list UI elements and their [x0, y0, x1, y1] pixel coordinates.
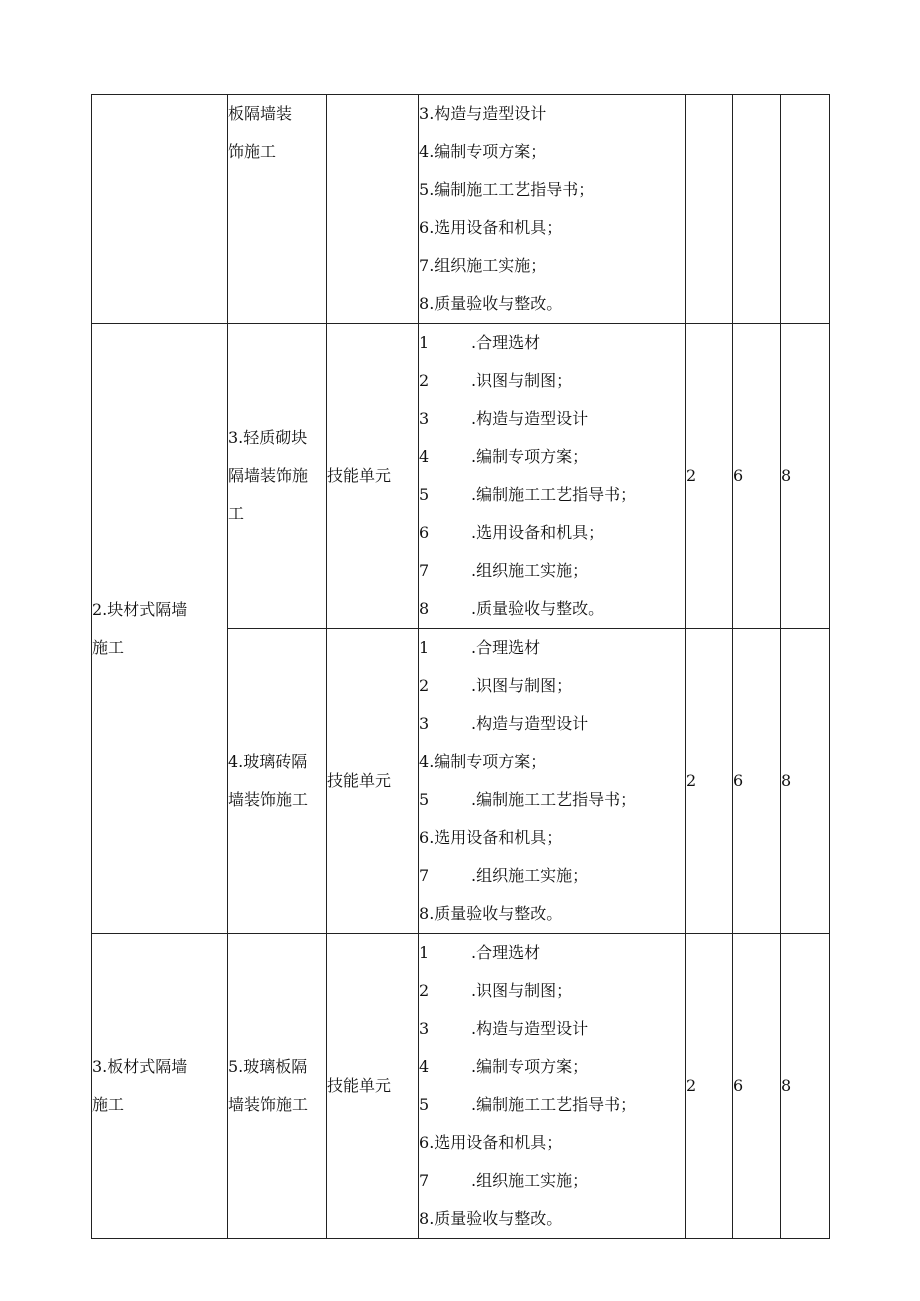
step-number: 1 [419, 638, 430, 657]
step-item [419, 1048, 685, 1086]
step-text: .构造与造型设计 [471, 1019, 589, 1038]
step-item [419, 514, 685, 552]
step-number: 6 [419, 828, 430, 847]
table-row [92, 95, 830, 324]
value-cell-5: 2 [686, 934, 733, 1239]
step-number: 5 [419, 180, 430, 199]
value-cell-6 [733, 95, 781, 324]
step-number: 8 [419, 294, 430, 313]
step-number: 6 [419, 523, 430, 542]
value-cell-7: 8 [781, 629, 830, 934]
steps-cell [419, 629, 686, 934]
item-cell [228, 934, 327, 1239]
steps-cell [419, 324, 686, 629]
group-label-line: 3.板材式隔墙 [92, 1057, 188, 1076]
table-row [92, 934, 830, 1239]
step-number: 3 [419, 1019, 430, 1038]
step-number: 3 [419, 409, 430, 428]
step-text: .质量验收与整改。 [429, 904, 563, 923]
step-item [419, 972, 685, 1010]
step-text: .构造与造型设计 [429, 104, 547, 123]
step-text: .识图与制图； [471, 371, 573, 390]
step-text: .选用设备和机具； [471, 523, 605, 542]
item-cell [228, 324, 327, 629]
step-item [419, 743, 685, 781]
step-number: 3 [419, 714, 430, 733]
step-number: 8 [419, 1209, 430, 1228]
step-number: 1 [419, 943, 430, 962]
group-cell [92, 95, 228, 324]
step-text: .编制施工工艺指导书； [471, 485, 637, 504]
value-cell-6: 6 [733, 629, 781, 934]
step-text: .编制专项方案； [471, 447, 589, 466]
step-text: .选用设备和机具； [429, 1133, 563, 1152]
step-item [419, 400, 685, 438]
steps-cell [419, 934, 686, 1239]
group-label-line: 施工 [92, 1095, 125, 1114]
step-item [419, 1124, 685, 1162]
type-cell: 技能单元 [327, 629, 419, 934]
step-number: 5 [419, 790, 430, 809]
step-text: .合理选材 [471, 333, 541, 352]
value-cell-5 [686, 95, 733, 324]
value-cell-6: 6 [733, 324, 781, 629]
step-item [419, 247, 685, 285]
steps-cell [419, 95, 686, 324]
item-label-line: 5.玻璃板隔 [228, 1057, 308, 1076]
step-item [419, 171, 685, 209]
step-number: 8 [419, 599, 430, 618]
item-cell [228, 95, 327, 324]
curriculum-table [91, 94, 830, 1239]
step-item [419, 95, 685, 133]
step-text: .编制施工工艺指导书； [471, 790, 637, 809]
item-label-line: 3.轻质砌块 [228, 428, 308, 447]
item-label-line: 墙装饰施工 [228, 790, 309, 809]
step-text: .编制施工工艺指导书； [429, 180, 595, 199]
step-text: .合理选材 [471, 943, 541, 962]
type-cell: 技能单元 [327, 934, 419, 1239]
step-item [419, 552, 685, 590]
step-item [419, 705, 685, 743]
value-cell-7 [781, 95, 830, 324]
value-cell-5: 2 [686, 324, 733, 629]
value-cell-6: 6 [733, 934, 781, 1239]
value-cell-7: 8 [781, 934, 830, 1239]
group-cell [92, 934, 228, 1239]
step-text: .识图与制图； [471, 676, 573, 695]
step-text: .构造与造型设计 [471, 714, 589, 733]
step-number: 3 [419, 104, 430, 123]
step-number: 7 [419, 866, 430, 885]
step-number: 4 [419, 752, 430, 771]
step-number: 6 [419, 1133, 430, 1152]
step-text: .识图与制图； [471, 981, 573, 1000]
step-item [419, 857, 685, 895]
step-number: 7 [419, 256, 430, 275]
step-number: 4 [419, 142, 430, 161]
item-label-line: 墙装饰施工 [228, 1095, 309, 1114]
step-number: 2 [419, 371, 430, 390]
step-text: .构造与造型设计 [471, 409, 589, 428]
group-label-line: 2.块材式隔墙 [92, 599, 188, 619]
step-item [419, 1086, 685, 1124]
step-item [419, 209, 685, 247]
step-number: 6 [419, 218, 430, 237]
step-item [419, 1200, 685, 1238]
step-item [419, 1162, 685, 1200]
step-number: 8 [419, 904, 430, 923]
step-number: 2 [419, 676, 430, 695]
step-item [419, 629, 685, 667]
step-item [419, 781, 685, 819]
step-number: 4 [419, 1057, 430, 1076]
step-item [419, 362, 685, 400]
item-cell [228, 629, 327, 934]
step-text: .组织施工实施； [471, 561, 589, 580]
step-text: .编制专项方案； [429, 142, 547, 161]
step-item [419, 590, 685, 628]
step-text: .质量验收与整改。 [429, 294, 563, 313]
item-label-line: 隔墙装饰施 [228, 466, 309, 485]
step-text: .质量验收与整改。 [471, 599, 605, 618]
item-label-line: 4.玻璃砖隔 [228, 752, 308, 771]
table-row [92, 324, 830, 629]
step-item [419, 324, 685, 362]
step-item [419, 133, 685, 171]
step-text: .组织施工实施； [471, 1171, 589, 1190]
item-label-line: 饰施工 [228, 142, 277, 161]
step-text: .编制专项方案； [429, 752, 547, 771]
group-label-line: 施工 [92, 637, 125, 657]
step-text: .组织施工实施； [471, 866, 589, 885]
type-cell [327, 95, 419, 324]
step-number: 2 [419, 981, 430, 1000]
step-number: 7 [419, 561, 430, 580]
step-item [419, 285, 685, 323]
step-item [419, 895, 685, 933]
step-text: .组织施工实施； [429, 256, 547, 275]
item-label-line: 工 [228, 504, 245, 523]
step-item [419, 934, 685, 972]
item-label-line: 板隔墙装 [228, 104, 293, 123]
step-item [419, 819, 685, 857]
step-item [419, 667, 685, 705]
step-item [419, 438, 685, 476]
value-cell-5: 2 [686, 629, 733, 934]
step-text: .质量验收与整改。 [429, 1209, 563, 1228]
step-number: 7 [419, 1171, 430, 1190]
step-number: 4 [419, 447, 430, 466]
step-item [419, 1010, 685, 1048]
step-number: 5 [419, 1095, 430, 1114]
step-text: .选用设备和机具； [429, 828, 563, 847]
step-number: 5 [419, 485, 430, 504]
value-cell-7: 8 [781, 324, 830, 629]
step-text: .合理选材 [471, 638, 541, 657]
step-text: .编制专项方案； [471, 1057, 589, 1076]
step-text: .选用设备和机具； [429, 218, 563, 237]
step-text: .编制施工工艺指导书； [471, 1095, 637, 1114]
type-cell: 技能单元 [327, 324, 419, 629]
group-cell [92, 324, 228, 934]
step-item [419, 476, 685, 514]
step-number: 1 [419, 333, 430, 352]
